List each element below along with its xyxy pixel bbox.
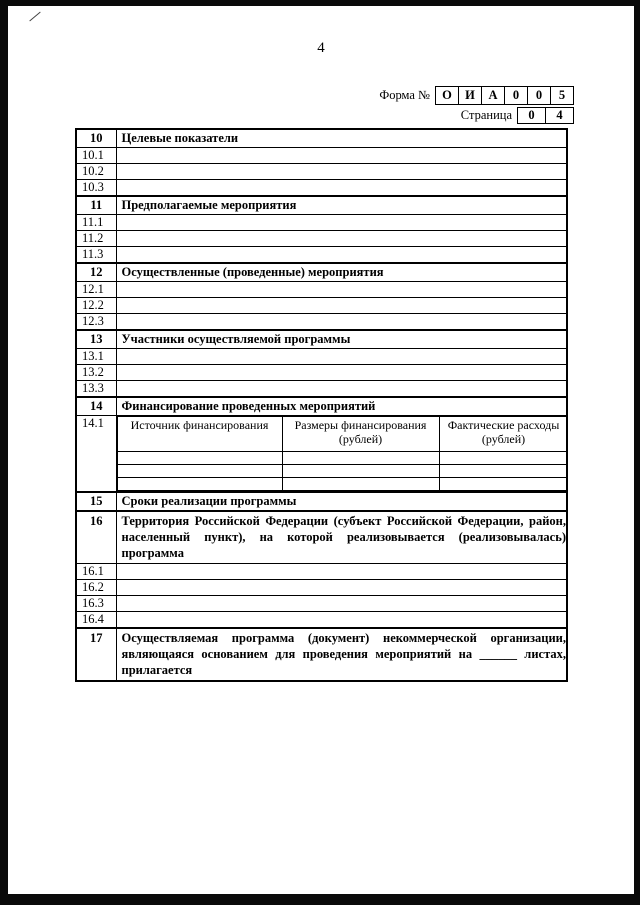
row-value-cell: [116, 282, 567, 298]
row-number: 12.2: [76, 298, 116, 314]
row-value-cell: [116, 612, 567, 629]
row-number: 17: [76, 628, 116, 681]
table-row: [76, 580, 567, 596]
stranitsa-label: Страница: [460, 108, 512, 122]
row-value-cell: [116, 298, 567, 314]
row-number: 14.1: [76, 416, 116, 493]
forma-code-box: 0: [504, 86, 528, 105]
forma-code-box: И: [458, 86, 482, 105]
row-number: 13.1: [76, 349, 116, 365]
row-number: 16.3: [76, 596, 116, 612]
forma-code-box: А: [481, 86, 505, 105]
table-row: [76, 492, 567, 511]
row-number: 13.2: [76, 365, 116, 381]
table-row: [76, 129, 567, 148]
row-label: Предполагаемые мероприятия: [116, 196, 567, 215]
row-number: 12.3: [76, 314, 116, 331]
finance-table-cell: [116, 416, 567, 493]
table-row: [76, 349, 567, 365]
row-value-cell: [116, 381, 567, 398]
row-number: 16.2: [76, 580, 116, 596]
finance-header-row: [117, 417, 567, 452]
forma-row: [379, 86, 574, 105]
table-row: [76, 215, 567, 231]
row-number: 16.4: [76, 612, 116, 629]
table-row: [76, 612, 567, 629]
finance-empty-cell: [117, 452, 282, 465]
forma-label: Форма №: [379, 88, 430, 102]
table-row: [76, 596, 567, 612]
row-label: Целевые показатели: [116, 129, 567, 148]
scan-artifact: [29, 12, 40, 22]
row-label: Участники осуществляемой программы: [116, 330, 567, 349]
table-row: [76, 564, 567, 580]
row-number: 16.1: [76, 564, 116, 580]
stranitsa-code-box: 4: [545, 107, 574, 124]
table-row: [76, 164, 567, 180]
table-row: [76, 298, 567, 314]
row-number: 13.3: [76, 381, 116, 398]
row-number: 13: [76, 330, 116, 349]
finance-empty-cell: [439, 452, 567, 465]
finance-empty-cell: [282, 465, 439, 478]
finance-empty-cell: [439, 465, 567, 478]
finance-empty-cell: [439, 478, 567, 491]
row-number: 16: [76, 511, 116, 564]
row-number: 10.1: [76, 148, 116, 164]
forma-code-boxes: [435, 86, 574, 105]
finance-empty-row: [117, 452, 567, 465]
row-label: Осуществленные (проведенные) мероприятия: [116, 263, 567, 282]
row-value-cell: [116, 365, 567, 381]
table-row: [76, 148, 567, 164]
finance-header-cell: Размеры финансирования (рублей): [282, 417, 439, 452]
main-table: [75, 128, 568, 682]
form-code-block: [8, 86, 634, 124]
row-number: 11.1: [76, 215, 116, 231]
row-value-cell: [116, 231, 567, 247]
row-value-cell: [116, 564, 567, 580]
row-value-cell: [116, 596, 567, 612]
finance-empty-cell: [117, 465, 282, 478]
document-page: [8, 6, 634, 894]
row-number: 10: [76, 129, 116, 148]
finance-empty-cell: [282, 478, 439, 491]
row-number: 11: [76, 196, 116, 215]
row-value-cell: [116, 215, 567, 231]
table-row: [76, 180, 567, 197]
row-value-cell: [116, 180, 567, 197]
row-label: Финансирование проведенных мероприятий: [116, 397, 567, 416]
stranitsa-code-box: 0: [517, 107, 546, 124]
row-number: 10.3: [76, 180, 116, 197]
row-number: 11.3: [76, 247, 116, 264]
table-row: [76, 263, 567, 282]
row-number: 11.2: [76, 231, 116, 247]
table-row: [76, 628, 567, 681]
table-row: [76, 196, 567, 215]
row-value-cell: [116, 164, 567, 180]
row-value-cell: [116, 349, 567, 365]
table-row-finance: [76, 416, 567, 493]
row-number: 12.1: [76, 282, 116, 298]
finance-empty-cell: [282, 452, 439, 465]
finance-table: [117, 416, 568, 491]
row-value-cell: [116, 247, 567, 264]
row-label: Осуществляемая программа (документ) некоммерческой организации, являющаяся основанием для проведения мероприятий на ______ листах, прилагается: [116, 628, 567, 681]
stranitsa-row: [461, 107, 574, 124]
row-value-cell: [116, 148, 567, 164]
page-number: 4: [317, 40, 325, 56]
row-value-cell: [116, 314, 567, 331]
finance-empty-cell: [117, 478, 282, 491]
stranitsa-code-boxes: [517, 107, 574, 124]
table-row: [76, 314, 567, 331]
table-row: [76, 511, 567, 564]
finance-empty-row: [117, 465, 567, 478]
table-row: [76, 231, 567, 247]
row-number: 10.2: [76, 164, 116, 180]
forma-code-box: 0: [527, 86, 551, 105]
row-number: 15: [76, 492, 116, 511]
row-number: 12: [76, 263, 116, 282]
finance-header-cell: Источник финансирования: [117, 417, 282, 452]
row-number: 14: [76, 397, 116, 416]
forma-code-box: О: [435, 86, 459, 105]
row-label: Территория Российской Федерации (субъект Российской Федерации, район, населенный пункт), на которой реализовывается (реализовывалась) программа: [116, 511, 567, 564]
table-row: [76, 365, 567, 381]
table-row: [76, 397, 567, 416]
finance-header-cell: Фактические расходы (рублей): [439, 417, 567, 452]
forma-code-box: 5: [550, 86, 574, 105]
table-row: [76, 381, 567, 398]
table-row: [76, 330, 567, 349]
finance-empty-row: [117, 478, 567, 491]
table-row: [76, 282, 567, 298]
row-value-cell: [116, 580, 567, 596]
table-row: [76, 247, 567, 264]
row-label: Сроки реализации программы: [116, 492, 567, 511]
